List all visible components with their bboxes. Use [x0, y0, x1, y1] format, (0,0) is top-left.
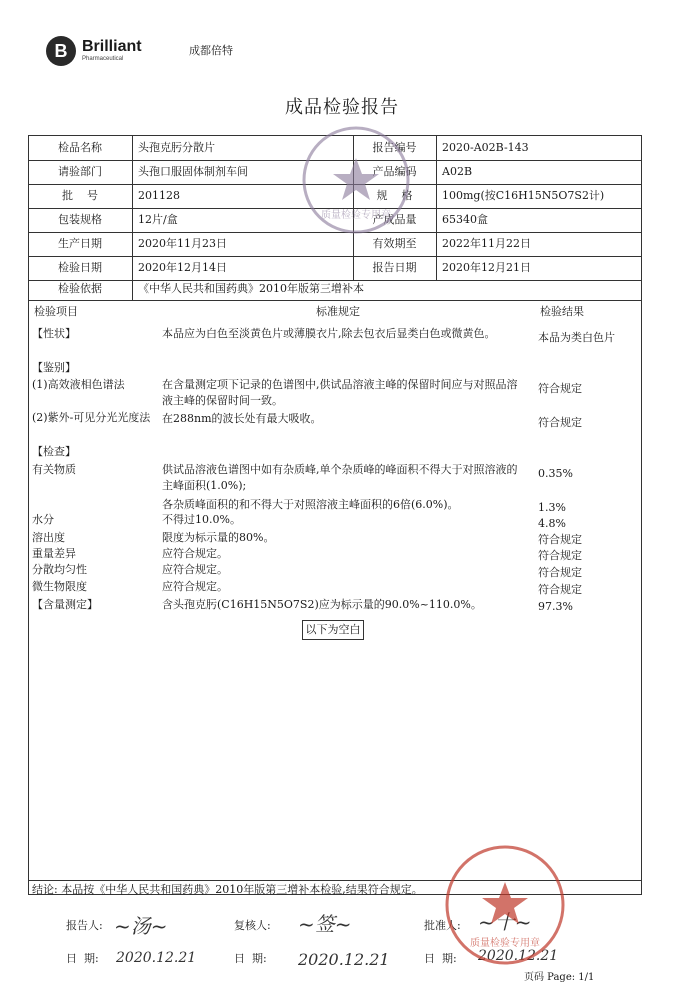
- row-item: 【检查】: [32, 445, 76, 458]
- blank-below-note: 以下为空白: [302, 620, 364, 640]
- row-standard: 在含量测定项下记录的色谱图中,供试品溶液主峰的保留时间应与对照品溶液主峰的保留时间一致。: [162, 378, 518, 407]
- col-header-item: 检验项目: [34, 305, 78, 318]
- basis: 《中华人民共和国药典》2010年版第三增补本: [138, 282, 364, 295]
- row-item: 水分: [32, 513, 54, 526]
- col-divider: [132, 135, 133, 300]
- batch: 201128: [138, 189, 180, 202]
- report-no: 2020-A02B-143: [442, 141, 529, 154]
- product-code-label: 产品编码: [372, 165, 417, 178]
- reporter-signature: ~汤~: [114, 914, 168, 938]
- qty: 65340盒: [442, 213, 488, 226]
- row-result: 符合规定: [538, 566, 582, 579]
- row-standard: 应符合规定。: [162, 580, 228, 593]
- approver-signature: ~十~: [478, 910, 532, 934]
- spec: 100mg(按C16H15N5O7S2计): [442, 189, 605, 202]
- qty-label: 产成品量: [372, 213, 417, 226]
- row-item: 【鉴别】: [32, 361, 76, 374]
- reviewer-date-label: 日 期:: [234, 952, 267, 965]
- product-name: 头孢克肟分散片: [138, 141, 215, 154]
- spec-label: 规 格: [376, 189, 413, 202]
- report-title: 成品检验报告: [285, 97, 399, 118]
- row-standard: 供试品溶液色谱图中如有杂质峰,单个杂质峰的峰面积不得大于对照溶液的主峰面积(1.0%);: [162, 463, 518, 492]
- reviewer-date: 2020.12.21: [298, 950, 390, 969]
- mfg-label: 生产日期: [58, 237, 102, 250]
- approver-date: 2020.12.21: [478, 948, 559, 964]
- row-item: 分散均匀性: [32, 563, 87, 576]
- row-standard: 应符合规定。: [162, 563, 228, 576]
- row-result: 0.35%: [538, 467, 573, 480]
- approver-label: 批准人:: [424, 919, 461, 932]
- conclusion: 结论: 本品按《中华人民共和国药典》2010年版第三增补本检验,结果符合规定。: [32, 883, 423, 896]
- dept: 头孢口服固体制剂车间: [138, 165, 248, 178]
- row-result: 符合规定: [538, 583, 582, 596]
- row-item: (2)紫外-可见分光光度法: [32, 411, 151, 424]
- product-code: A02B: [442, 165, 473, 178]
- seal-stamp-icon: [440, 840, 570, 970]
- reporter-label: 报告人:: [66, 919, 103, 932]
- dept-label: 请验部门: [58, 165, 102, 178]
- approver-date-label: 日 期:: [424, 952, 457, 965]
- exp-date: 2022年11月22日: [442, 237, 531, 250]
- exp-label: 有效期至: [372, 237, 417, 250]
- basis-label: 检验依据: [58, 282, 102, 295]
- row-item: 【性状】: [32, 327, 76, 340]
- stamp-top-text: 质量检验专用章: [321, 210, 391, 221]
- test-date: 2020年12月14日: [138, 261, 227, 274]
- row-standard: 在288nm的波长处有最大吸收。: [162, 412, 322, 425]
- reviewer-signature: ~签~: [298, 912, 352, 936]
- row-standard: 不得过10.0%。: [162, 513, 241, 526]
- row-standard: 含头孢克肟(C16H15N5O7S2)应为标示量的90.0%~110.0%。: [162, 598, 482, 611]
- reporter-date: 2020.12.21: [116, 950, 197, 966]
- row-result: 符合规定: [538, 382, 582, 395]
- company-logo: [46, 36, 246, 70]
- brand-subtitle: Pharmaceutical: [82, 56, 124, 62]
- row-item: 重量差异: [32, 547, 76, 560]
- reporter-date-label: 日 期:: [66, 952, 99, 965]
- batch-label: 批 号: [62, 189, 98, 202]
- col-header-result: 检验结果: [540, 305, 584, 318]
- col-header-standard: 标准规定: [316, 305, 360, 318]
- product-name-label: 检品名称: [58, 141, 102, 154]
- page-number: 页码 Page: 1/1: [524, 972, 595, 983]
- seal-stamp-icon: [296, 120, 416, 240]
- row-divider: [28, 300, 642, 301]
- row-result: 符合规定: [538, 416, 582, 429]
- report-date: 2020年12月21日: [442, 261, 531, 274]
- row-item: 微生物限度: [32, 580, 87, 593]
- mfg-date: 2020年11月23日: [138, 237, 227, 250]
- pack-label: 包装规格: [58, 213, 102, 226]
- row-result: 符合规定: [538, 533, 582, 546]
- test-date-label: 检验日期: [58, 261, 102, 274]
- row-item: 溶出度: [32, 531, 65, 544]
- row-standard: 本品应为白色至淡黄色片或薄膜衣片,除去包衣后显类白色或微黄色。: [162, 327, 496, 340]
- row-item: 【含量测定】: [32, 598, 98, 611]
- row-result: 符合规定: [538, 549, 582, 562]
- row-item: (1)高效液相色谱法: [32, 378, 125, 391]
- brand-name: Brilliant: [82, 38, 142, 55]
- row-item: 有关物质: [32, 463, 76, 476]
- report-date-label: 报告日期: [372, 261, 417, 274]
- company-name-cn: 成都倍特: [189, 44, 233, 57]
- logo-mark: B: [46, 36, 76, 66]
- stamp-bottom-text: 质量检验专用章: [470, 938, 540, 949]
- row-result: 1.3%: [538, 501, 566, 514]
- col-divider: [436, 135, 437, 280]
- reviewer-label: 复核人:: [234, 919, 271, 932]
- row-result: 4.8%: [538, 517, 566, 530]
- row-standard: 限度为标示量的80%。: [162, 531, 275, 544]
- pack: 12片/盒: [138, 213, 178, 226]
- row-standard: 应符合规定。: [162, 547, 228, 560]
- row-standard: 各杂质峰面积的和不得大于对照溶液主峰面积的6倍(6.0%)。: [162, 498, 459, 511]
- report-no-label: 报告编号: [372, 141, 417, 154]
- row-result: 本品为类白色片: [538, 331, 615, 344]
- row-result: 97.3%: [538, 600, 573, 613]
